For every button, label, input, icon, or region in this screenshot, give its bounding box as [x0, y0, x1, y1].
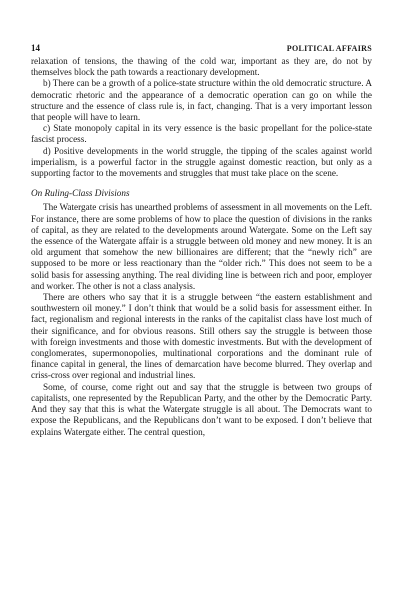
journal-title: POLITICAL AFFAIRS [286, 44, 372, 53]
section-heading: On Ruling-Class Divisions [31, 188, 130, 199]
paragraph-eastern-establishment: There are others who say that it is a struggle between “the eastern establishment and southwestern oil money.” I don’t think that would be a solid basis for assessment either. In fact, regionalism and regional interests in the ranks of the capitalist class have lost much of their significance, and for obvious reasons. Still others say the struggle is between those with foreign investments and those with domestic investments. But with the development of conglomerates, supermonopolies, multinational corporations and the dominant rule of finance capital in general, the lines of demarcation have become blurred. They overlap and criss-cross over regional and industrial lines. [31, 292, 372, 381]
paragraph-watergate-crisis: The Watergate crisis has unearthed problems of assessment in all movements on the Left. For instance, there are some problems of how to place the question of divisions in the ranks of capital, as they are related to the developments around Watergate. Some on the Left say the essence of the Watergate affair is a struggle between old money and new money. It is an old argument that somehow the new billionaires are different; that the “newly rich” are supposed to be more or less reactionary than the “older rich.” This does not seem to be a solid basis for assessing anything. The real dividing line is between rich and poor, employer and worker. The other is not a class analysis. [31, 202, 372, 291]
body-text [31, 56, 372, 438]
paragraph-item-d: d) Positive developments in the world struggle, the tipping of the scales against world imperialism, is a powerful factor in the struggle against domestic reaction, but only as a supporting factor to the movements and struggles that must take place on the scene. [31, 145, 372, 179]
page-number: 14 [31, 43, 40, 53]
paragraph-item-c: c) State monopoly capital in its very essence is the basic propellant for the police-state fascist process. [31, 123, 372, 145]
running-head [31, 43, 372, 55]
paragraph-item-b: b) There can be a growth of a police-state structure within the old democratic structure. A democratic rhetoric and the appearance of a democratic operation can go on while the structure and the essence of class rule is, in fact, changing. That is a very important lesson that people will have to learn. [31, 78, 372, 123]
paragraph-continued: relaxation of tensions, the thawing of the cold war, important as they are, do not by themselves block the path towards a reactionary development. [31, 56, 372, 78]
paragraph-two-parties: Some, of course, come right out and say that the struggle is between two groups of capitalists, one represented by the Republican Party, and the other by the Democratic Party. And they say that this is what the Watergate struggle is all about. The Democrats want to expose the Republicans, and the Republicans don’t want to be exposed. I don’t believe that explains Watergate either. The central question, [31, 381, 372, 437]
